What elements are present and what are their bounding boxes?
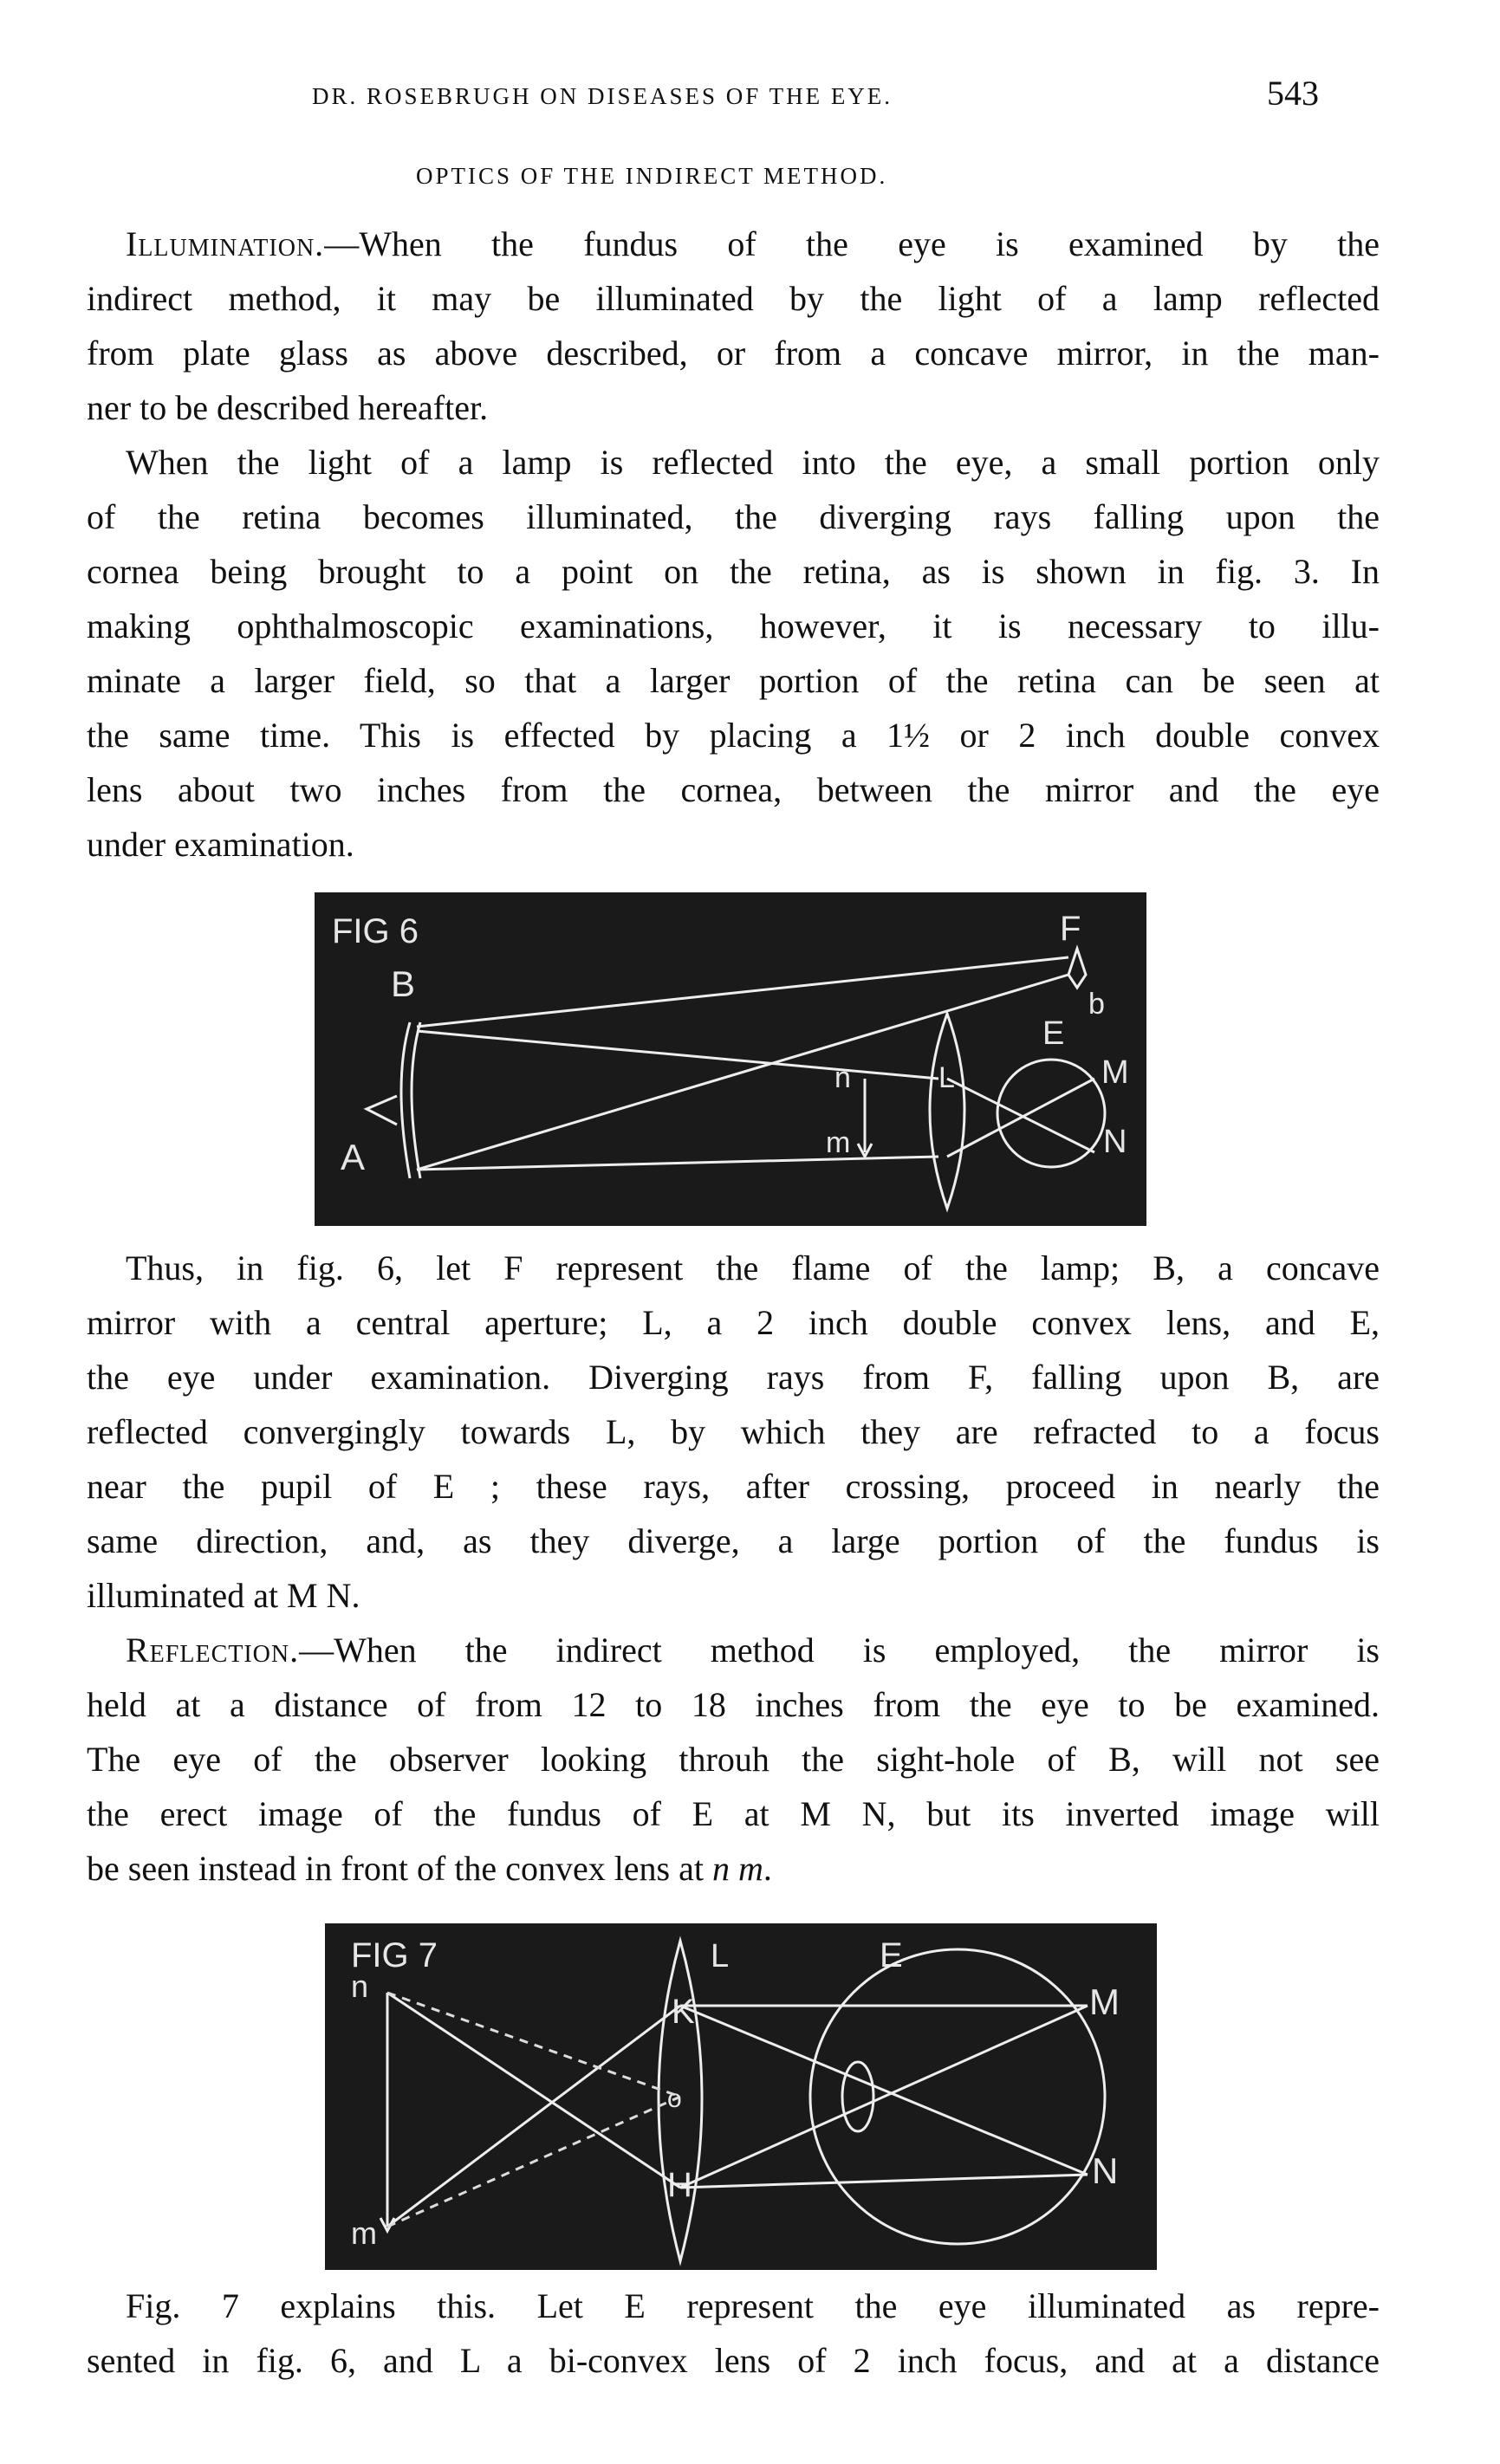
- text-line: [87, 1623, 1380, 1677]
- text-line: under examination.: [87, 825, 354, 864]
- fig6-label-F: F: [1060, 910, 1081, 948]
- figure-7: [325, 1923, 1157, 2270]
- fig7-label-K: K: [672, 1993, 695, 2031]
- paragraph-fig7: [87, 2279, 1380, 2388]
- text-line: of the retina becomes illuminated, the diverging rays falling upon the: [87, 497, 1380, 536]
- text-line: ner to be described hereafter.: [87, 388, 489, 427]
- fig6-label-m: m: [826, 1126, 851, 1159]
- figure-6: [315, 892, 1146, 1226]
- paragraph-illumination: [87, 217, 1380, 435]
- fig7-label-E: E: [880, 1936, 903, 1974]
- fig7-label-M: M: [1089, 1981, 1120, 2022]
- paragraph-reflection: [87, 1623, 1380, 1896]
- text-line: minate a larger field, so that a larger portion of the retina can be seen at: [87, 661, 1380, 700]
- fig7-label-L: L: [711, 1938, 730, 1974]
- text-line: held at a distance of from 12 to 18 inches from the eye to be examined.: [87, 1685, 1380, 1724]
- text-line: reflected convergingly towards L, by which they are refracted to a focus: [87, 1412, 1380, 1451]
- fig7-label-N: N: [1092, 2150, 1119, 2191]
- text-line: indirect method, it may be illuminated by the light of a lamp reflected: [87, 279, 1380, 318]
- fig6-label-n: n: [834, 1061, 851, 1094]
- fig6-label-b: b: [1088, 988, 1105, 1021]
- text-line-rest: —When the fundus of the eye is examined by the: [324, 224, 1380, 263]
- text-line: lens about two inches from the cornea, between the mirror and the eye: [87, 770, 1380, 809]
- fig7-label-n: n: [351, 1968, 369, 2004]
- text-line: the eye under examination. Diverging rays from F, falling upon B, are: [87, 1358, 1380, 1397]
- illumination-heading: Illumination.: [126, 224, 325, 263]
- text-line: sented in fig. 6, and L a bi-convex lens of 2 inch focus, and at a distance: [87, 2341, 1380, 2380]
- fig7-label-H: H: [667, 2166, 692, 2204]
- text-line: [87, 1841, 1380, 1896]
- text-line: same direction, and, as they diverge, a large portion of the fundus is: [87, 1521, 1380, 1560]
- text-line: near the pupil of E ; these rays, after crossing, proceed in nearly the: [87, 1467, 1380, 1506]
- fig6-label-A: A: [341, 1137, 366, 1177]
- text-italic-nm: n m: [712, 1849, 763, 1888]
- reflection-heading: Reflection.: [126, 1631, 300, 1670]
- fig6-label-B: B: [391, 963, 416, 1004]
- paragraph-light: [87, 435, 1380, 872]
- text-line: Fig. 7 explains this. Let E represent the eye illuminated as repre-: [126, 2286, 1380, 2325]
- fig6-label: FIG 6: [332, 912, 419, 950]
- fig6-label-E: E: [1042, 1015, 1065, 1052]
- running-head: DR. ROSEBRUGH ON DISEASES OF THE EYE.: [312, 83, 893, 109]
- text-line-rest: —When the indirect method is employed, the mirror is: [299, 1631, 1380, 1670]
- text-line: cornea being brought to a point on the retina, as is shown in fig. 3. In: [87, 552, 1380, 591]
- text-line: mirror with a central aperture; L, a 2 inch double convex lens, and E,: [87, 1303, 1380, 1342]
- page-number: 543: [1267, 74, 1319, 113]
- fig6-label-N: N: [1103, 1124, 1127, 1160]
- text-line-start: be seen instead in front of the convex lens at: [87, 1849, 712, 1888]
- text-line: the same time. This is effected by placing a 1½ or 2 inch double convex: [87, 716, 1380, 755]
- text-line: The eye of the observer looking throuh the sight-hole of B, will not see: [87, 1740, 1380, 1779]
- fig7-label-o: o: [667, 2085, 682, 2113]
- text-line: making ophthalmoscopic examinations, however, it is necessary to illu-: [87, 606, 1380, 645]
- text-line: Thus, in fig. 6, let F represent the flame of the lamp; B, a concave: [126, 1248, 1380, 1287]
- text-line: [87, 217, 1380, 271]
- text-line-end: .: [763, 1849, 772, 1888]
- text-line: from plate glass as above described, or from a concave mirror, in the man-: [87, 334, 1380, 373]
- paragraph-thus: [87, 1241, 1380, 1623]
- text-line: the erect image of the fundus of E at M N, but its inverted image will: [87, 1794, 1380, 1833]
- text-line: illuminated at M N.: [87, 1576, 360, 1615]
- fig6-label-M: M: [1101, 1054, 1129, 1091]
- section-title: OPTICS OF THE INDIRECT METHOD.: [416, 163, 888, 189]
- fig7-label: FIG 7: [351, 1936, 438, 1974]
- fig7-label-m: m: [351, 2215, 377, 2251]
- fig6-label-L: L: [938, 1061, 955, 1094]
- text-line: When the light of a lamp is reflected into the eye, a small portion only: [126, 443, 1380, 482]
